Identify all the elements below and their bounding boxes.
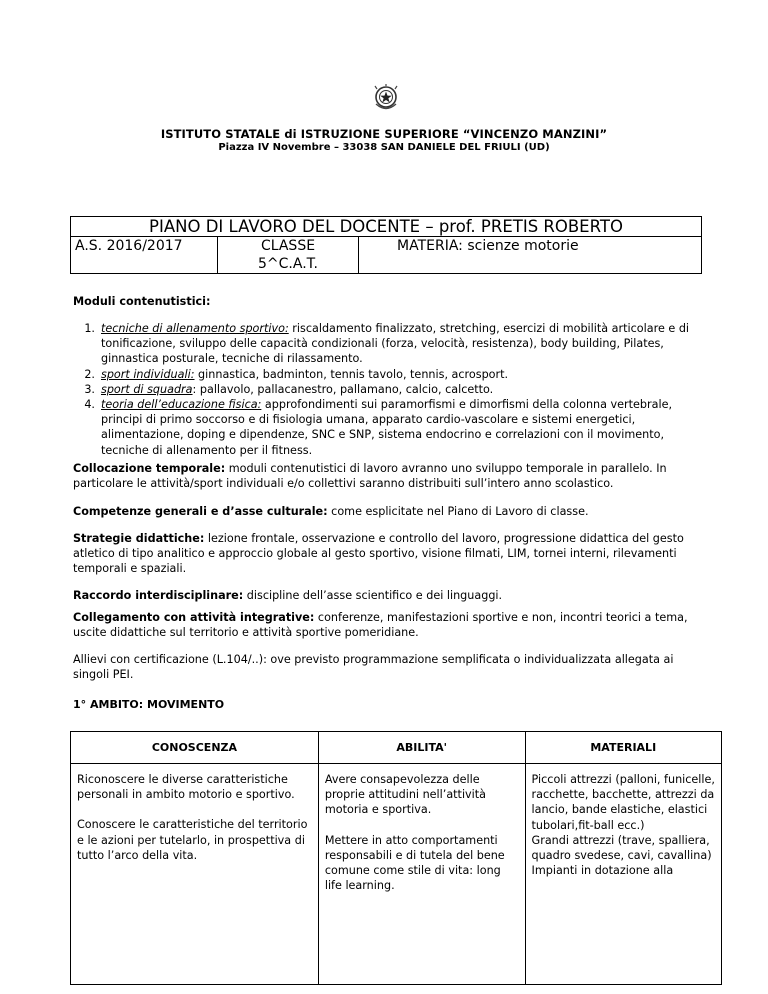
strategie-paragraph [73,531,705,576]
raccordo-text: discipline dell’asse scientifico e dei linguaggi. [243,589,503,602]
column-header-conoscenza: CONOSCENZA [71,732,319,764]
materiali-item: Impianti in dotazione alla [531,864,674,878]
subject: MATERIA: scienze motorie [359,237,702,274]
module-text: riscaldamento finalizzato, stretching, esercizi di mobilità articolare e di tonificazione, sviluppo delle capacità condizionali (forza, velocità, resistenza), body building, Pilates, ginnastica posturale, tecniche di rilassamento. [101,322,690,366]
list-item [73,397,705,458]
materiali-item: Piccoli attrezzi (palloni, funicelle, racchette, bacchette, attrezzi da lancio, bande elastiche, elastici tubolari,fit-ball ecc.) [531,773,715,832]
modules-heading: Moduli contenutistici: [73,295,211,308]
competences-table [70,731,722,985]
strategie-label: Strategie didattiche: [73,532,205,545]
list-item [73,367,705,382]
republic-emblem-icon [372,83,400,113]
class-value: 5^C.A.T. [258,256,318,272]
collocazione-text: moduli contenutistici di lavoro avranno uno sviluppo temporale in parallelo. In particolare le attività/sport individuali e/o collettivi saranno distribuiti sull’intero anno scolastico. [73,462,667,490]
competenze-label: Competenze generali e d’asse culturale: [73,505,328,518]
allievi-paragraph: Allievi con certificazione (L.104/..): ove previsto programmazione semplificata o individualizzata allegata ai singoli PEI. [73,653,674,681]
conoscenza-item: Riconoscere le diverse caratteristiche personali in ambito motorio e sportivo. [77,773,295,802]
list-number: 4. [84,398,95,412]
collegamento-text: conferenze, manifestazioni sportive e non, incontri teorici a tema, uscite didattiche sul territorio e attività sportive pomeridiane. [73,611,688,639]
module-title: tecniche di allenamento sportivo: [101,322,289,335]
module-text: ginnastica, badminton, tennis tavolo, tennis, acrosport. [194,367,509,381]
abilita-item: Avere consapevolezza delle proprie attitudini nell’attività motoria e sportiva. [324,773,487,817]
conoscenza-item: Conoscere le caratteristiche del territorio e le azioni per tutelarlo, in prospettiva di tutto l’arco della vita. [77,818,308,862]
competenze-text: come esplicitate nel Piano di Lavoro di classe. [327,505,589,518]
plan-header-table [70,216,702,274]
materiali-item: Grandi attrezzi (trave, spalliera, quadro svedese, cavi, cavallina) [531,833,712,863]
module-title: sport individuali: [101,367,195,381]
collocazione-label: Collocazione temporale: [73,462,226,475]
abilita-item: Mettere in atto comportamenti responsabili e di tutela del bene comune come stile di vita: long life learning. [324,833,505,893]
module-title: sport di squadra [101,382,193,396]
module-text: approfondimenti sui paramorfismi e dimorfismi della colonna vertebrale, principi di primo soccorso e di fisiologia umana, apparato cardio-vascolare e sistemi energetici, alimentazione, doping e dipendenze, SNC e SNP, sistema endocrino e correlazioni con il movimento, tecniche di allenamento per il fitness. [101,398,673,457]
class-label: CLASSE [260,238,316,254]
table-row [71,764,722,985]
raccordo-paragraph [73,588,705,603]
ambito-heading: 1° AMBITO: MOVIMENTO [73,698,225,711]
module-title: teoria dell’educazione fisica: [101,398,262,412]
materiali-cell [525,764,721,985]
raccordo-label: Raccordo interdisciplinare: [73,589,244,602]
collegamento-paragraph [73,610,705,640]
column-header-abilita: ABILITA' [318,732,525,764]
conoscenza-cell [71,764,319,985]
list-number: 1. [84,322,95,335]
list-item [73,321,705,367]
list-number: 3. [84,382,95,396]
school-year: A.S. 2016/2017 [71,237,218,274]
competenze-paragraph [73,504,705,519]
column-header-materiali: MATERIALI [525,732,721,764]
collocazione-paragraph [73,461,705,491]
strategie-text: lezione frontale, osservazione e controllo del lavoro, progressione didattica del gesto atletico di tipo analitico e approccio globale al gesto sportivo, visione filmati, LIM, tornei interni, rilevamenti temporali e spaziali. [73,532,684,575]
list-item [73,382,705,397]
collegamento-label: Collegamento con attività integrative: [73,611,315,624]
modules-list [73,321,705,458]
institute-name: ISTITUTO STATALE di ISTRUZIONE SUPERIORE “VINCENZO MANZINI” [160,127,608,141]
abilita-cell [318,764,525,985]
class-cell [218,237,359,274]
list-number: 2. [84,367,95,381]
plan-title: PIANO DI LAVORO DEL DOCENTE – prof. PRETIS ROBERTO [71,217,702,237]
module-text: : pallavolo, pallacanestro, pallamano, calcio, calcetto. [192,382,494,396]
institute-address: Piazza IV Novembre – 33038 SAN DANIELE DEL FRIULI (UD) [218,142,550,153]
